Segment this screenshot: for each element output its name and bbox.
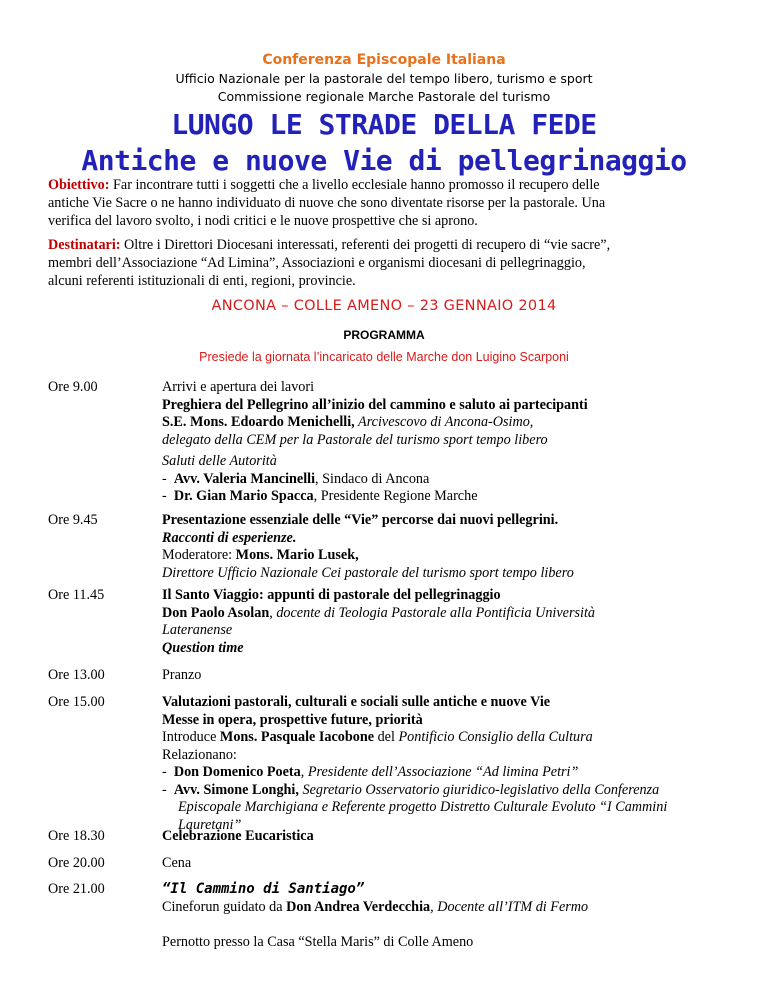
session-line: Preghiera del Pellegrino all’inizio del cammino e saluto ai partecipanti: [162, 396, 588, 413]
office-name: Ufficio Nazionale per la pastorale del tempo libero, turismo e sport: [175, 71, 593, 86]
program-title: PROGRAMMA: [343, 328, 425, 342]
session-line: Racconti di esperienze.: [162, 529, 297, 546]
time-9-45: Ore 9.45: [48, 512, 98, 528]
speaker-name: Avv. Valeria Mancinelli: [173, 470, 316, 487]
objective-paragraph: [48, 176, 724, 230]
session-line: Relazionano:: [162, 746, 237, 763]
speaker-role: delegato della CEM per la Pastorale del turismo sport tempo libero: [162, 431, 548, 448]
recipients-line: membri dell’Associazione “Ad Limina”, Associazioni e organismi diocesani di pellegrinaggio,: [48, 255, 586, 271]
session-9-45: [162, 512, 742, 582]
speaker-role: Direttore Ufficio Nazionale Cei pastorale del turismo sport tempo libero: [162, 564, 574, 581]
speaker-name: Avv. Simone Longhi,: [173, 781, 299, 798]
speaker-name: Mons. Pasquale Iacobone: [219, 729, 375, 745]
recipients-label: Destinatari:: [48, 237, 121, 253]
time-15-00: Ore 15.00: [48, 694, 105, 710]
objective-line: antiche Vie Sacre o ne hanno individuato di nuove che sono diventate risorse per la pastorale. Una: [48, 195, 606, 211]
objective-label: Obiettivo:: [48, 177, 110, 193]
time-13-00: Ore 13.00: [48, 667, 105, 683]
objective-line: Far incontrare tutti i soggetti che a livello ecclesiale hanno promosso il recupero delle: [113, 177, 600, 193]
recipients-line: alcuni referenti istituzionali di enti, regioni, provincie.: [48, 273, 356, 289]
main-title: LUNGO LE STRADE DELLA FEDE: [171, 108, 597, 141]
time-20-00: Ore 20.00: [48, 855, 105, 871]
speaker-role: , docente di Teologia Pastorale alla Pontificia Università: [269, 604, 595, 621]
objective-line: verifica del lavoro svolto, i nodi critici e le nuove prospettive che si aprono.: [48, 213, 478, 229]
session-line: del: [374, 729, 399, 745]
speaker-role: Arcivescovo di Ancona-Osimo,: [354, 414, 534, 430]
speaker-role: , Presidente dell’Associazione “Ad limina Petri”: [300, 764, 579, 780]
session-13-00: [162, 667, 742, 685]
session-15-00: Valutazioni pastorali, culturali e sociali sulle antiche e nuove Vie Messe in opera, prospettive future, priorità Introduce Mons. Pasquale Iacobone del Pontificio Consiglio della Cultura Relazionano: - Don Domenico Poeta, Presidente dell’Associazione “Ad limina Petri” - Avv. Simone Longhi, Segretario Osservatorio giuridico-legislativo della Conferenza Episcopale Marchigiana e Referente progetto Distretto Culturale Evoluto “I Cammini Lauretani”: [162, 694, 742, 834]
session-line: Cineforun guidato da: [162, 898, 287, 915]
session-line: Celebrazione Eucaristica: [162, 828, 314, 844]
session-9-00: [162, 379, 742, 449]
time-11-45: Ore 11.45: [48, 587, 105, 603]
session-line: Valutazioni pastorali, culturali e sociali sulle antiche e nuove Vie: [162, 694, 551, 710]
speaker-role: , Sindaco di Ancona: [315, 470, 430, 487]
main-subtitle: Antiche e nuove Vie di pellegrinaggio: [81, 144, 687, 177]
speaker-name: Don Domenico Poeta: [173, 764, 301, 780]
speaker-role: , Presidente Regione Marche: [313, 488, 478, 504]
speaker-role: Pontificio Consiglio della Cultura: [398, 729, 593, 745]
speaker-name: Mons. Mario Lusek,: [235, 547, 359, 563]
chairperson-note: Presiede la giornata l’incaricato delle Marche don Luigino Scarponi: [199, 350, 569, 364]
event-location-date: ANCONA – COLLE AMENO – 23 GENNAIO 2014: [211, 298, 557, 314]
authorities-greetings: Saluti delle Autorità - Avv. Valeria Mancinelli, Sindaco di Ancona - Dr. Gian Mario Spacca, Presidente Regione Marche: [162, 453, 742, 506]
session-18-30: [162, 828, 742, 846]
time-18-30: Ore 18.30: [48, 828, 105, 844]
recipients-paragraph: [48, 236, 724, 290]
session-21-00: [162, 881, 742, 916]
speaker-role: Lateranense: [162, 622, 233, 638]
speaker-name: Don Andrea Verdecchia: [286, 898, 431, 915]
session-line: Moderatore:: [162, 547, 236, 563]
organization-name: Conferenza Episcopale Italiana: [262, 52, 506, 68]
recipients-line: Oltre i Direttori Diocesani interessati, referenti dei progetti di recupero di “vie sacre”,: [124, 237, 611, 253]
session-11-45: [162, 587, 742, 640]
time-9-00: Ore 9.00: [48, 379, 98, 395]
commission-name: Commissione regionale Marche Pastorale del turismo: [217, 89, 551, 104]
question-time: [162, 640, 742, 658]
session-line: Saluti delle Autorità: [162, 453, 277, 469]
speaker-role: Segretario Osservatorio giuridico-legislativo della Conferenza Episcopale Marchigiana e Referente progetto Distretto Culturale Evoluto “I Cammini Lauretani”: [178, 781, 668, 833]
session-line: Question time: [162, 640, 244, 656]
session-line: Cena: [162, 855, 192, 871]
session-line: Pernotto presso la Casa “Stella Maris” di Colle Ameno: [162, 934, 474, 950]
session-line: Pranzo: [162, 667, 202, 683]
session-20-00: [162, 855, 742, 873]
speaker-role: , Docente all’ITM di Fermo: [430, 898, 589, 915]
film-title: “Il Cammino di Santiago”: [162, 881, 365, 897]
session-line: Messe in opera, prospettive future, priorità: [162, 711, 423, 728]
overnight-note: [162, 934, 742, 952]
session-line: Presentazione essenziale delle “Vie” percorse dai nuovi pellegrini.: [162, 512, 559, 528]
session-line: Il Santo Viaggio: appunti di pastorale del pellegrinaggio: [162, 587, 501, 603]
speaker-name: Don Paolo Asolan: [162, 604, 270, 621]
session-line: Arrivi e apertura dei lavori: [162, 379, 315, 395]
time-21-00: Ore 21.00: [48, 881, 105, 897]
speaker-name: S.E. Mons. Edoardo Menichelli,: [162, 414, 355, 430]
session-line: Introduce: [162, 729, 220, 745]
speaker-name: Dr. Gian Mario Spacca: [173, 488, 314, 504]
